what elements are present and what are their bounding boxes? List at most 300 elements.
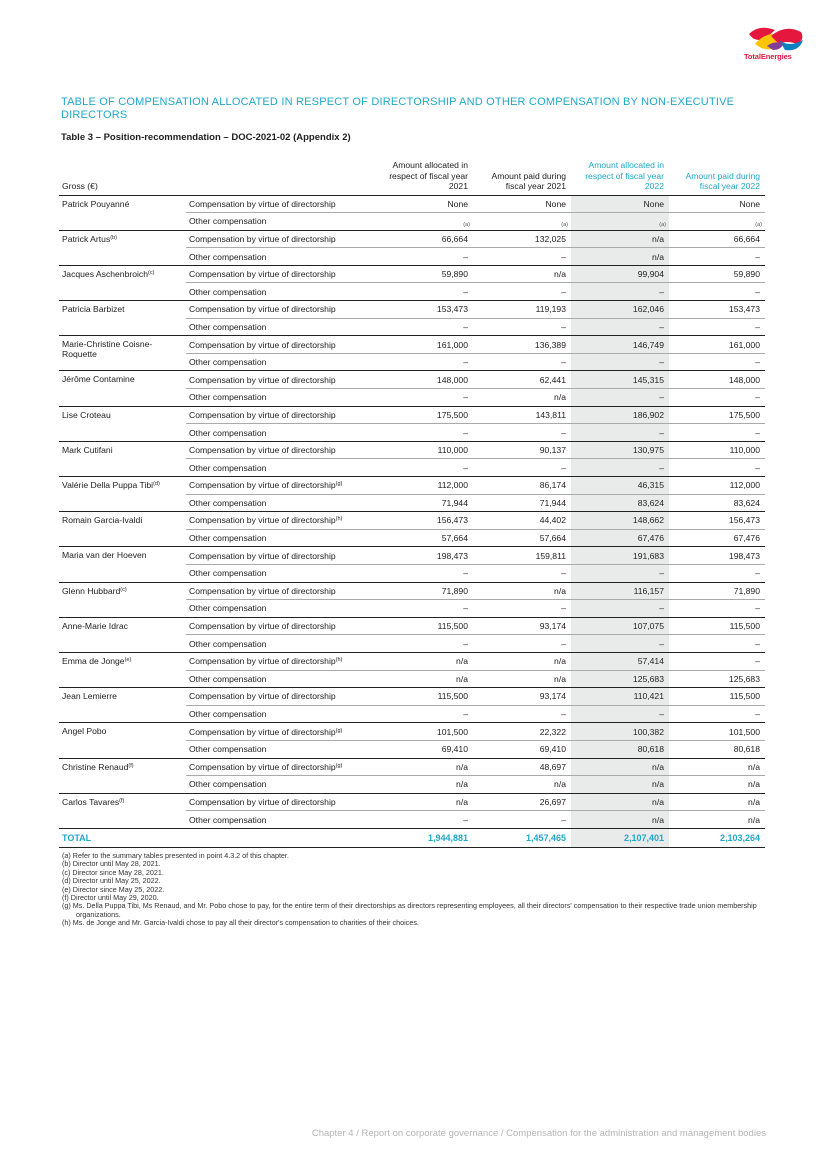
other-compensation-label: Other compensation xyxy=(186,564,375,582)
value-cell: 145,315 xyxy=(571,371,669,389)
value-cell xyxy=(473,811,571,829)
value-cell xyxy=(669,670,765,688)
value-text: 71,944 xyxy=(441,497,468,508)
value-cell xyxy=(375,389,473,407)
value-cell xyxy=(473,424,571,442)
value-cell xyxy=(571,705,669,723)
value-cell: 99,904 xyxy=(571,265,669,283)
footnote-ref: (b) xyxy=(110,234,117,241)
director-name: Romain Garcia-Ivaldi xyxy=(62,515,143,526)
value-cell xyxy=(375,494,473,512)
other-compensation-label: Other compensation xyxy=(186,283,375,301)
value-cell: 112,000 xyxy=(669,477,765,495)
director-name: Valérie Della Puppa Tibi xyxy=(62,480,154,490)
value-text: – xyxy=(659,392,664,403)
other-compensation-label: Other compensation xyxy=(186,424,375,442)
value-text: – xyxy=(755,568,760,579)
value-cell xyxy=(375,213,473,231)
director-name: Patricia Barbizet xyxy=(62,304,125,315)
value-text: – xyxy=(561,357,566,368)
value-text: 80,618 xyxy=(637,744,664,755)
footnote-ref: (h) xyxy=(335,657,343,664)
value-cell: 101,500 xyxy=(375,723,473,741)
value-text: – xyxy=(561,603,566,614)
footnote-ref: (c) xyxy=(148,269,155,276)
compensation-label: Compensation by virtue of directorship xyxy=(189,691,336,702)
brand-name: TotalEnergies xyxy=(744,52,792,61)
value-cell: 175,500 xyxy=(375,406,473,424)
value-cell: n/a xyxy=(375,652,473,670)
table-row xyxy=(59,477,765,495)
value-cell: 66,664 xyxy=(669,230,765,248)
value-text: – xyxy=(755,427,760,438)
director-name: Emma de Jonge xyxy=(62,655,125,666)
value-cell: 175,500 xyxy=(669,406,765,424)
footnote-ref: (a) xyxy=(755,221,762,228)
value-text: 71,944 xyxy=(539,497,566,508)
other-compensation-label: Other compensation xyxy=(186,705,375,723)
value-cell: 116,157 xyxy=(571,582,669,600)
footnote: (d) Director until May 25, 2022. xyxy=(62,876,161,886)
total-value: 2,103,264 xyxy=(669,828,765,847)
value-cell xyxy=(473,353,571,371)
table-row xyxy=(59,688,765,706)
value-cell: 22,322 xyxy=(473,723,571,741)
value-cell: 59,890 xyxy=(375,265,473,283)
value-text: – xyxy=(463,814,468,825)
director-name-cell xyxy=(59,547,186,582)
director-name-cell xyxy=(59,477,186,512)
value-text: n/a xyxy=(554,673,566,684)
value-cell: 161,000 xyxy=(669,336,765,354)
value-cell: 62,441 xyxy=(473,371,571,389)
value-cell: 198,473 xyxy=(669,547,765,565)
other-compensation-label: Other compensation xyxy=(186,353,375,371)
value-cell: 146,749 xyxy=(571,336,669,354)
compensation-label-cell xyxy=(186,336,375,354)
value-text: – xyxy=(755,392,760,403)
value-cell xyxy=(473,283,571,301)
value-text: – xyxy=(463,568,468,579)
total-label: TOTAL xyxy=(59,828,375,847)
value-cell: 100,382 xyxy=(571,723,669,741)
value-cell xyxy=(375,740,473,758)
value-cell xyxy=(669,353,765,371)
value-text: – xyxy=(659,357,664,368)
footnote-ref: (e) xyxy=(124,656,132,663)
director-name-cell xyxy=(59,723,186,758)
value-cell: n/a xyxy=(473,582,571,600)
other-compensation-label: Other compensation xyxy=(186,389,375,407)
director-name-cell xyxy=(59,441,186,476)
value-text: 83,624 xyxy=(733,497,760,508)
value-cell xyxy=(375,811,473,829)
footnote-ref: (f) xyxy=(128,762,134,769)
value-cell xyxy=(375,564,473,582)
value-cell xyxy=(375,529,473,547)
table-row xyxy=(59,793,765,811)
director-name-cell xyxy=(59,265,186,300)
table-row xyxy=(59,441,765,459)
value-cell xyxy=(571,635,669,653)
col-header-paid-2022: Amount paid during fiscal year 2022 xyxy=(669,158,765,195)
value-cell xyxy=(669,494,765,512)
value-text: – xyxy=(659,638,664,649)
compensation-table xyxy=(59,158,765,848)
value-cell: 115,500 xyxy=(669,688,765,706)
footnote-ref: (h) xyxy=(335,516,343,523)
value-cell: 44,402 xyxy=(473,512,571,530)
compensation-label: Compensation by virtue of directorship xyxy=(189,445,336,456)
value-cell xyxy=(473,740,571,758)
value-cell xyxy=(375,670,473,688)
value-text: – xyxy=(561,427,566,438)
col-header-paid-2021: Amount paid during fiscal year 2021 xyxy=(473,158,571,195)
value-cell: 132,025 xyxy=(473,230,571,248)
value-text: – xyxy=(463,286,468,297)
value-cell: 161,000 xyxy=(375,336,473,354)
value-text: n/a xyxy=(554,779,566,790)
value-cell: 93,174 xyxy=(473,617,571,635)
value-text: – xyxy=(755,603,760,614)
director-name-cell xyxy=(59,652,186,687)
value-text: – xyxy=(659,321,664,332)
director-name-cell xyxy=(59,371,186,406)
value-cell xyxy=(473,318,571,336)
footnote-ref: (d) xyxy=(153,481,160,487)
director-name-cell xyxy=(59,793,186,828)
value-cell xyxy=(571,529,669,547)
value-cell: 148,000 xyxy=(669,371,765,389)
director-name: Christine Renaud xyxy=(62,761,129,772)
value-cell xyxy=(669,740,765,758)
value-text: – xyxy=(659,427,664,438)
value-cell: None xyxy=(571,195,669,213)
value-cell xyxy=(473,529,571,547)
value-cell xyxy=(375,600,473,618)
compensation-label: Compensation by virtue of directorship xyxy=(189,198,336,209)
compensation-label: Compensation by virtue of directorship xyxy=(189,585,336,596)
table-row xyxy=(59,582,765,600)
value-cell: 136,389 xyxy=(473,336,571,354)
value-cell xyxy=(571,600,669,618)
compensation-label-cell xyxy=(186,582,375,600)
footnote: (h) Ms. de Jonge and Mr. Garcia-Ivaldi chose to pay all their director's compensation to charities of their choices. xyxy=(62,918,419,928)
value-cell: 86,174 xyxy=(473,477,571,495)
value-text: 67,476 xyxy=(637,533,664,544)
value-cell xyxy=(669,705,765,723)
value-cell: n/a xyxy=(669,758,765,776)
value-text: – xyxy=(755,251,760,262)
value-text: 69,410 xyxy=(539,744,566,755)
value-text: 67,476 xyxy=(733,533,760,544)
value-cell xyxy=(571,213,669,231)
value-cell xyxy=(571,670,669,688)
table-row xyxy=(59,547,765,565)
footnote-ref: (a) xyxy=(561,221,568,228)
table-body xyxy=(59,195,765,847)
compensation-label: Compensation by virtue of directorship xyxy=(189,339,336,350)
value-cell: 71,890 xyxy=(375,582,473,600)
compensation-label: Compensation by virtue of directorship xyxy=(189,550,336,561)
value-text: – xyxy=(755,462,760,473)
value-text: n/a xyxy=(554,392,566,403)
value-cell: n/a xyxy=(473,652,571,670)
footnote-ref: (c) xyxy=(120,586,127,593)
value-cell: 153,473 xyxy=(375,301,473,319)
value-text: 83,624 xyxy=(637,497,664,508)
value-cell: 148,662 xyxy=(571,512,669,530)
value-text: – xyxy=(659,709,664,720)
value-cell: None xyxy=(375,195,473,213)
other-compensation-label: Other compensation xyxy=(186,811,375,829)
value-cell: 115,500 xyxy=(375,688,473,706)
value-text: – xyxy=(755,286,760,297)
value-cell xyxy=(473,670,571,688)
table-row xyxy=(59,336,765,354)
value-cell xyxy=(571,318,669,336)
value-cell: 191,683 xyxy=(571,547,669,565)
value-cell xyxy=(571,494,669,512)
value-cell xyxy=(669,283,765,301)
value-cell xyxy=(375,705,473,723)
value-cell: 143,811 xyxy=(473,406,571,424)
value-cell: n/a xyxy=(375,758,473,776)
value-cell: 130,975 xyxy=(571,441,669,459)
table-row xyxy=(59,406,765,424)
value-cell xyxy=(571,811,669,829)
value-text: – xyxy=(561,251,566,262)
col-header-alloc-2022: Amount allocated in respect of fiscal year 2022 xyxy=(571,158,669,195)
table-row xyxy=(59,758,765,776)
value-text: n/a xyxy=(652,251,664,262)
value-cell xyxy=(669,600,765,618)
value-cell: n/a xyxy=(571,758,669,776)
compensation-label-cell xyxy=(186,758,375,776)
value-cell xyxy=(669,564,765,582)
value-text: – xyxy=(463,392,468,403)
value-text: n/a xyxy=(456,673,468,684)
value-cell xyxy=(669,213,765,231)
total-value: 1,457,465 xyxy=(473,828,571,847)
value-cell xyxy=(669,424,765,442)
compensation-label: Compensation by virtue of directorship xyxy=(189,761,336,772)
compensation-label: Compensation by virtue of directorship xyxy=(189,233,336,244)
value-cell: 110,000 xyxy=(669,441,765,459)
table-row xyxy=(59,301,765,319)
director-name: Jacques Aschenbroich xyxy=(62,268,148,279)
value-text: – xyxy=(659,568,664,579)
director-name-cell xyxy=(59,688,186,723)
director-name-cell xyxy=(59,758,186,793)
footnote-ref: (g) xyxy=(335,727,343,734)
value-text: 125,683 xyxy=(632,673,664,684)
director-name: Angel Pobo xyxy=(62,726,107,737)
value-cell: 162,046 xyxy=(571,301,669,319)
compensation-label-cell xyxy=(186,477,375,495)
compensation-label: Compensation by virtue of directorship xyxy=(189,409,336,420)
value-cell xyxy=(571,459,669,477)
value-cell: None xyxy=(669,195,765,213)
other-compensation-label: Other compensation xyxy=(186,494,375,512)
value-cell xyxy=(375,318,473,336)
value-cell xyxy=(375,424,473,442)
col-header-alloc-2021: Amount allocated in respect of fiscal year 2021 xyxy=(375,158,473,195)
value-cell xyxy=(473,248,571,266)
value-cell xyxy=(473,213,571,231)
compensation-label-cell xyxy=(186,406,375,424)
table-row xyxy=(59,371,765,389)
director-name-cell xyxy=(59,406,186,441)
value-text: – xyxy=(755,321,760,332)
total-row xyxy=(59,828,765,847)
value-text: n/a xyxy=(652,779,664,790)
other-compensation-label: Other compensation xyxy=(186,776,375,794)
other-compensation-label: Other compensation xyxy=(186,635,375,653)
total-value: 1,944,881 xyxy=(375,828,473,847)
value-text: 57,664 xyxy=(441,533,468,544)
page-title: TABLE OF COMPENSATION ALLOCATED IN RESPECT OF DIRECTORSHIP AND OTHER COMPENSATION BY NON-EXECUTIVE DIRECTORS xyxy=(61,96,735,121)
director-name-cell xyxy=(59,301,186,336)
director-name: Patrick Pouyanné xyxy=(62,198,130,209)
director-name-cell xyxy=(59,195,186,230)
value-cell xyxy=(375,776,473,794)
value-cell: 71,890 xyxy=(669,582,765,600)
other-compensation-label: Other compensation xyxy=(186,670,375,688)
compensation-label: Compensation by virtue of directorship xyxy=(189,621,336,632)
compensation-label-cell xyxy=(186,793,375,811)
value-cell: 110,000 xyxy=(375,441,473,459)
value-cell xyxy=(571,424,669,442)
value-cell xyxy=(473,705,571,723)
value-cell xyxy=(473,389,571,407)
director-name-cell xyxy=(59,230,186,265)
value-text: – xyxy=(463,427,468,438)
director-name: Anne-Marie Idrac xyxy=(62,620,128,631)
value-cell xyxy=(669,529,765,547)
value-cell xyxy=(571,740,669,758)
value-cell xyxy=(375,459,473,477)
value-text: – xyxy=(463,251,468,262)
other-compensation-label: Other compensation xyxy=(186,318,375,336)
footnote: (a) Refer to the summary tables presented in point 4.3.2 of this chapter. xyxy=(62,851,289,860)
footnote: (c) Director since May 28, 2021. xyxy=(62,867,164,877)
compensation-label: Compensation by virtue of directorship xyxy=(189,269,336,280)
director-name: Mark Cutifani xyxy=(62,444,113,455)
gross-header xyxy=(59,158,375,195)
value-cell: 186,902 xyxy=(571,406,669,424)
compensation-label-cell xyxy=(186,723,375,741)
value-cell: 119,193 xyxy=(473,301,571,319)
value-cell xyxy=(375,283,473,301)
value-cell xyxy=(669,459,765,477)
director-name-cell xyxy=(59,617,186,652)
value-text: – xyxy=(463,357,468,368)
value-cell: 156,473 xyxy=(669,512,765,530)
compensation-label-cell xyxy=(186,441,375,459)
compensation-label-cell xyxy=(186,195,375,213)
compensation-label-cell xyxy=(186,512,375,530)
value-cell: 159,811 xyxy=(473,547,571,565)
director-name: Marie-Christine Coisne-Roquette xyxy=(62,339,153,360)
footnote: (g) Ms. Della Puppa Tibi, Ms Renaud, and Mr. Pobo chose to pay, for the entire term of their directorships as directors representing employees, all their directors' compensation to their respective trade union membership organizations. xyxy=(62,901,757,919)
value-cell xyxy=(473,600,571,618)
value-cell: 57,414 xyxy=(571,652,669,670)
value-text: – xyxy=(561,462,566,473)
value-text: 125,683 xyxy=(728,673,760,684)
table-row xyxy=(59,652,765,670)
compensation-label-cell xyxy=(186,301,375,319)
other-compensation-label: Other compensation xyxy=(186,529,375,547)
footnotes xyxy=(62,852,772,928)
compensation-label: Compensation by virtue of directorship xyxy=(189,374,336,385)
value-cell xyxy=(473,776,571,794)
value-text: – xyxy=(755,357,760,368)
value-cell: 26,697 xyxy=(473,793,571,811)
value-cell xyxy=(473,564,571,582)
value-cell: 93,174 xyxy=(473,688,571,706)
value-cell xyxy=(571,353,669,371)
compensation-label: Compensation by virtue of directorship xyxy=(189,726,336,737)
compensation-label-cell xyxy=(186,371,375,389)
value-cell: 156,473 xyxy=(375,512,473,530)
value-cell: 112,000 xyxy=(375,477,473,495)
compensation-label-cell xyxy=(186,688,375,706)
compensation-label: Compensation by virtue of directorship xyxy=(189,515,336,526)
value-text: – xyxy=(463,603,468,614)
value-cell xyxy=(375,248,473,266)
director-name: Jérôme Contamine xyxy=(62,374,135,385)
director-name: Lise Croteau xyxy=(62,409,111,420)
value-cell: 148,000 xyxy=(375,371,473,389)
value-cell: n/a xyxy=(571,793,669,811)
value-cell xyxy=(669,776,765,794)
value-cell: n/a xyxy=(669,793,765,811)
other-compensation-label: Other compensation xyxy=(186,459,375,477)
value-cell: 66,664 xyxy=(375,230,473,248)
footnote-ref: (g) xyxy=(335,481,343,488)
compensation-table-container xyxy=(59,158,765,848)
table-row xyxy=(59,512,765,530)
director-name: Patrick Artus xyxy=(62,233,111,244)
value-text: – xyxy=(659,462,664,473)
value-text: – xyxy=(659,603,664,614)
compensation-label-cell xyxy=(186,265,375,283)
value-cell: 110,421 xyxy=(571,688,669,706)
compensation-label-cell xyxy=(186,652,375,670)
value-text: – xyxy=(755,638,760,649)
footnote: (f) Director until May 29, 2020. xyxy=(62,893,159,903)
value-cell xyxy=(571,389,669,407)
other-compensation-label: Other compensation xyxy=(186,213,375,231)
table-row xyxy=(59,195,765,213)
director-name-cell xyxy=(59,512,186,547)
value-cell xyxy=(571,564,669,582)
value-cell: 46,315 xyxy=(571,477,669,495)
director-name-cell xyxy=(59,336,186,371)
compensation-label-cell xyxy=(186,547,375,565)
value-cell: None xyxy=(473,195,571,213)
value-cell xyxy=(571,776,669,794)
value-cell: n/a xyxy=(571,230,669,248)
footnote: (e) Director since May 25, 2022. xyxy=(62,884,165,894)
value-cell xyxy=(571,248,669,266)
value-text: – xyxy=(561,814,566,825)
compensation-label: Compensation by virtue of directorship xyxy=(189,656,336,667)
value-cell: 101,500 xyxy=(669,723,765,741)
value-cell xyxy=(473,494,571,512)
value-cell xyxy=(473,635,571,653)
